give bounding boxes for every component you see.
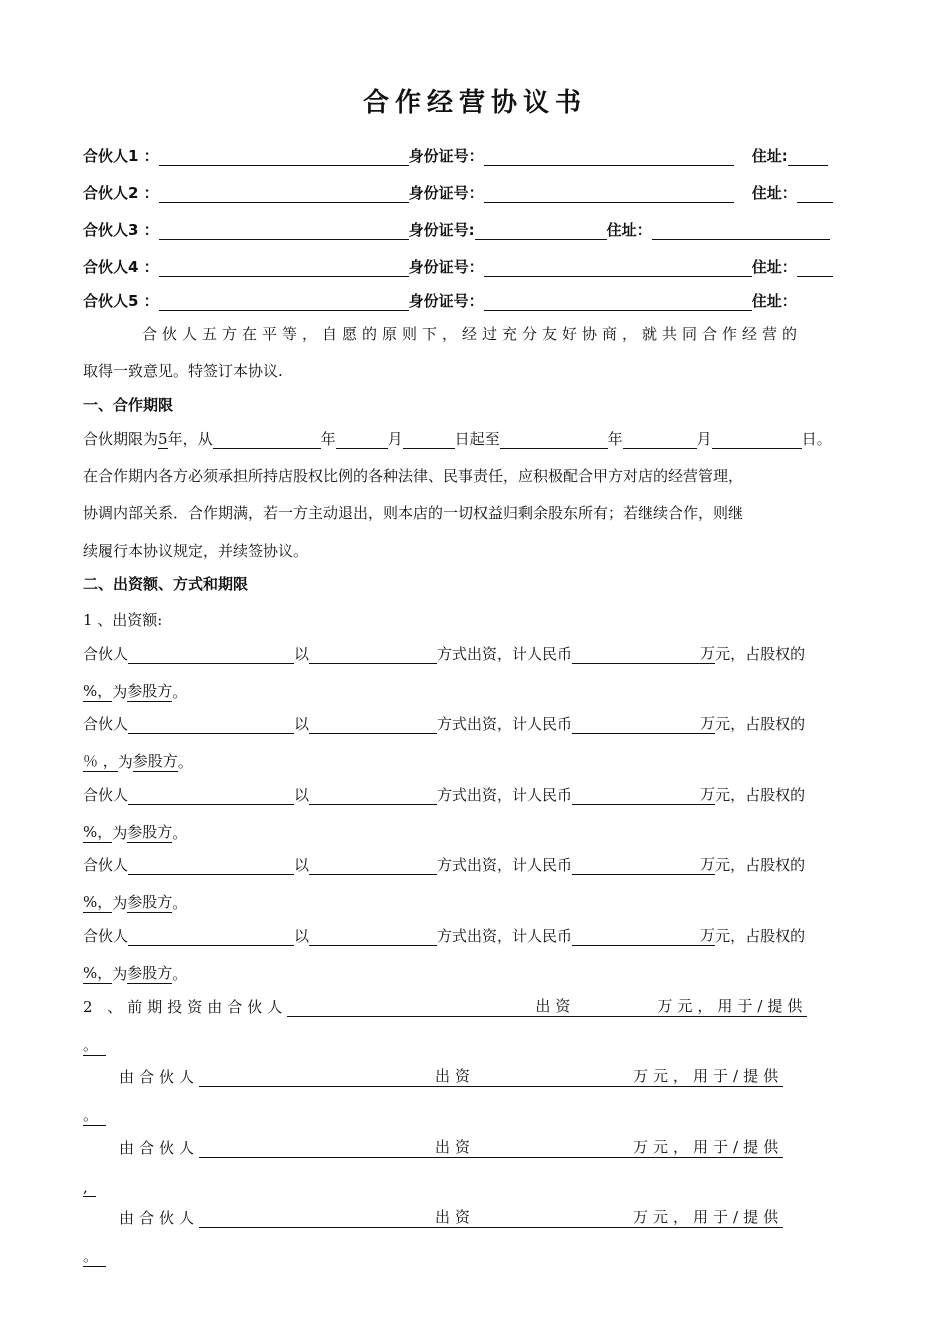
pre-investment-row xyxy=(83,991,869,1017)
period: 。 xyxy=(83,1106,99,1124)
name-blank[interactable] xyxy=(159,147,409,166)
address-blank[interactable] xyxy=(797,184,833,203)
intro-line-2 xyxy=(83,355,869,381)
purpose-text: 万元，用于/提供 xyxy=(657,997,808,1015)
pre-investment-row xyxy=(83,1202,869,1228)
address-label: 住址： xyxy=(606,221,652,239)
share-row xyxy=(83,958,869,984)
term-para-3 xyxy=(83,535,869,561)
amount-blank[interactable] xyxy=(572,856,700,875)
end-day-blank[interactable] xyxy=(712,430,802,449)
address-label: 住址： xyxy=(751,258,797,276)
day-end-label: 日。 xyxy=(801,430,832,448)
wan-text: 万 xyxy=(700,714,716,732)
document-title: 合作经营协议书 xyxy=(362,88,587,118)
partner-label: 合伙人4 ： xyxy=(83,258,159,276)
amount-blank[interactable] xyxy=(575,998,657,1017)
contribute-text: 出资 xyxy=(435,1208,476,1226)
partner-text: 合伙人 xyxy=(83,856,129,874)
start-month-blank[interactable] xyxy=(336,430,388,449)
term-years[interactable]: 5 xyxy=(158,430,168,448)
share-row xyxy=(83,746,869,772)
id-label: 身份证号: xyxy=(408,221,475,239)
percent-blank[interactable]: %， xyxy=(83,964,113,982)
month-label: 月 xyxy=(387,430,403,448)
method-blank[interactable] xyxy=(309,715,437,734)
name-blank[interactable] xyxy=(159,258,409,277)
method-blank[interactable] xyxy=(309,856,437,875)
share-row xyxy=(83,887,869,913)
amount-blank[interactable] xyxy=(475,1139,633,1158)
contribution-row xyxy=(83,920,869,946)
paragraph-text: 协调内部关系．合作期满，若一方主动退出，则本店的一切权益归剩余股东所有；若继续合作，则继 xyxy=(83,504,744,522)
wan-text: 万 xyxy=(700,644,716,662)
partner-row-5 xyxy=(83,285,869,311)
partner-name-blank[interactable] xyxy=(128,856,294,875)
pre-investment-row xyxy=(83,1061,869,1087)
address-label: 住址： xyxy=(751,292,797,310)
as-text: 为 xyxy=(112,824,128,842)
as-text: 为 xyxy=(112,965,128,983)
with-text: 以 xyxy=(294,715,310,733)
method-text: 方式出资，计人民币 xyxy=(437,927,573,945)
intro-text: 取得一致意见。特签订本协议. xyxy=(83,362,283,380)
partner-name-blank[interactable] xyxy=(287,998,535,1017)
with-text: 以 xyxy=(294,927,310,945)
contribution-row xyxy=(83,779,869,805)
comma: , xyxy=(83,1178,88,1196)
method-blank[interactable] xyxy=(309,927,437,946)
method-text: 方式出资，计人民币 xyxy=(437,786,573,804)
period: 。 xyxy=(172,894,188,912)
partner-name-blank[interactable] xyxy=(199,1139,435,1158)
contribution-subheading xyxy=(83,604,869,630)
partner-text: 合伙人 xyxy=(83,715,129,733)
amount-blank[interactable] xyxy=(572,786,700,805)
year-label: 年 xyxy=(320,430,336,448)
as-text: 为 xyxy=(112,894,128,912)
purpose-text: 万元，用于/提供 xyxy=(633,1208,784,1226)
id-label: 身份证号： xyxy=(408,147,484,165)
contribute-text: 出资 xyxy=(535,997,576,1015)
address-label: 住址： xyxy=(751,184,797,202)
partner-label: 合伙人3 ： xyxy=(83,221,159,239)
period: 。 xyxy=(172,965,188,983)
with-text: 以 xyxy=(294,856,310,874)
wan-text: 万 xyxy=(700,785,716,803)
purpose-text: 万元，用于/提供 xyxy=(633,1067,784,1085)
period: 。 xyxy=(83,1036,99,1054)
section-1-heading xyxy=(83,389,869,415)
contribute-text: 出资 xyxy=(435,1138,476,1156)
end-year-blank[interactable] xyxy=(500,430,608,449)
partner-row-3 xyxy=(83,214,869,240)
role-text: 参股方 xyxy=(132,752,178,770)
contribute-text: 出资 xyxy=(435,1067,476,1085)
period: 。 xyxy=(172,824,188,842)
heading-text: 二、出资额、方式和期限 xyxy=(83,575,249,593)
end-blank[interactable] xyxy=(98,1107,106,1126)
share-text: 元，占股权的 xyxy=(715,715,806,733)
role-text: 参股方 xyxy=(127,682,173,700)
partner-name-blank[interactable] xyxy=(199,1068,435,1087)
amount-blank[interactable] xyxy=(475,1209,633,1228)
id-label: 身份证号： xyxy=(408,184,484,202)
month-label: 月 xyxy=(696,430,712,448)
day-from-label: 日起至 xyxy=(454,430,500,448)
partner-name-blank[interactable] xyxy=(199,1209,435,1228)
heading-text: 一、合作期限 xyxy=(83,396,174,414)
partner-row-2 xyxy=(83,177,869,203)
pre-investment-row xyxy=(83,1132,869,1158)
pre-investment-text: 2 、前期投资由合伙人 xyxy=(83,998,288,1016)
pre-investment-end xyxy=(83,1171,869,1197)
id-blank[interactable] xyxy=(484,147,734,166)
pre-investment-end xyxy=(83,1241,869,1267)
partner-text: 合伙人 xyxy=(83,786,129,804)
share-row xyxy=(83,817,869,843)
share-text: 元，占股权的 xyxy=(715,927,806,945)
start-year-blank[interactable] xyxy=(213,430,321,449)
method-blank[interactable] xyxy=(309,786,437,805)
percent-blank[interactable]: %， xyxy=(83,823,113,841)
pre-investment-text: 由合伙人 xyxy=(119,1139,200,1157)
name-blank[interactable] xyxy=(159,292,409,311)
contribution-row xyxy=(83,708,869,734)
share-text: 元，占股权的 xyxy=(715,856,806,874)
percent-blank[interactable]: ％ ， xyxy=(83,752,118,770)
contribution-row xyxy=(83,638,869,664)
percent-blank[interactable]: %， xyxy=(83,893,113,911)
with-text: 以 xyxy=(294,645,310,663)
percent-blank[interactable]: %， xyxy=(83,682,113,700)
amount-blank[interactable] xyxy=(572,645,700,664)
share-text: 元，占股权的 xyxy=(715,645,806,663)
subheading-text: 1 、出资额: xyxy=(83,611,163,629)
as-text: 为 xyxy=(112,683,128,701)
end-blank[interactable] xyxy=(98,1248,106,1267)
paragraph-text: 续履行本协议规定，并续签协议。 xyxy=(83,542,309,560)
term-prefix: 合伙期限为 xyxy=(83,430,159,448)
amount-blank[interactable] xyxy=(572,715,700,734)
id-label: 身份证号： xyxy=(408,258,484,276)
partner-name-blank[interactable] xyxy=(128,927,294,946)
partner-text: 合伙人 xyxy=(83,645,129,663)
partner-label: 合伙人1 ： xyxy=(83,147,159,165)
partner-row-4 xyxy=(83,251,869,277)
address-label: 住址: xyxy=(751,147,788,165)
name-blank[interactable] xyxy=(159,221,409,240)
pre-investment-end xyxy=(83,1030,869,1056)
amount-blank[interactable] xyxy=(475,1068,633,1087)
term-para-2 xyxy=(83,497,869,523)
term-line xyxy=(83,423,883,449)
address-blank[interactable] xyxy=(652,221,830,240)
period: 。 xyxy=(172,683,188,701)
partner-label: 合伙人2 ： xyxy=(83,184,159,202)
term-unit: 年，从 xyxy=(167,430,213,448)
contribution-row xyxy=(83,849,869,875)
role-text: 参股方 xyxy=(127,964,173,982)
method-text: 方式出资，计人民币 xyxy=(437,856,573,874)
end-blank[interactable] xyxy=(88,1178,96,1197)
id-blank[interactable] xyxy=(484,184,734,203)
method-blank[interactable] xyxy=(309,645,437,664)
intro-line-1 xyxy=(83,318,869,344)
end-month-blank[interactable] xyxy=(623,430,697,449)
amount-blank[interactable] xyxy=(572,927,700,946)
partner-label: 合伙人5 ： xyxy=(83,292,159,310)
id-blank[interactable] xyxy=(484,258,752,277)
partner-row-1 xyxy=(83,140,869,166)
partner-name-blank[interactable] xyxy=(128,786,294,805)
pre-investment-text: 由合伙人 xyxy=(119,1209,200,1227)
paragraph-text: 在合作期内各方必须承担所持店股权比例的各种法律、民事责任，应积极配合甲方对店的经营管理， xyxy=(83,467,744,485)
id-blank[interactable] xyxy=(484,292,752,311)
year-label: 年 xyxy=(607,430,623,448)
as-text: 为 xyxy=(117,753,133,771)
intro-text: 合伙人五方在平等，自愿的原则下，经过充分友好协商，就共同合作经营的 xyxy=(142,325,803,343)
pre-investment-end xyxy=(83,1100,869,1126)
partner-name-blank[interactable] xyxy=(128,715,294,734)
pre-investment-text: 由合伙人 xyxy=(119,1068,200,1086)
partner-text: 合伙人 xyxy=(83,927,129,945)
end-blank[interactable] xyxy=(98,1037,106,1056)
period: 。 xyxy=(177,753,193,771)
method-text: 方式出资，计人民币 xyxy=(437,715,573,733)
partner-name-blank[interactable] xyxy=(128,645,294,664)
wan-text: 万 xyxy=(700,926,716,944)
section-2-heading xyxy=(83,568,869,594)
method-text: 方式出资，计人民币 xyxy=(437,645,573,663)
role-text: 参股方 xyxy=(127,823,173,841)
address-blank[interactable] xyxy=(788,147,828,166)
term-para-1 xyxy=(83,460,883,486)
id-blank[interactable] xyxy=(475,221,607,240)
start-day-blank[interactable] xyxy=(403,430,455,449)
period: 。 xyxy=(83,1247,99,1265)
wan-text: 万 xyxy=(700,855,716,873)
share-row xyxy=(83,676,869,702)
share-text: 元，占股权的 xyxy=(715,786,806,804)
address-blank[interactable] xyxy=(797,258,833,277)
id-label: 身份证号： xyxy=(408,292,484,310)
role-text: 参股方 xyxy=(127,893,173,911)
purpose-text: 万元，用于/提供 xyxy=(633,1138,784,1156)
name-blank[interactable] xyxy=(159,184,409,203)
with-text: 以 xyxy=(294,786,310,804)
